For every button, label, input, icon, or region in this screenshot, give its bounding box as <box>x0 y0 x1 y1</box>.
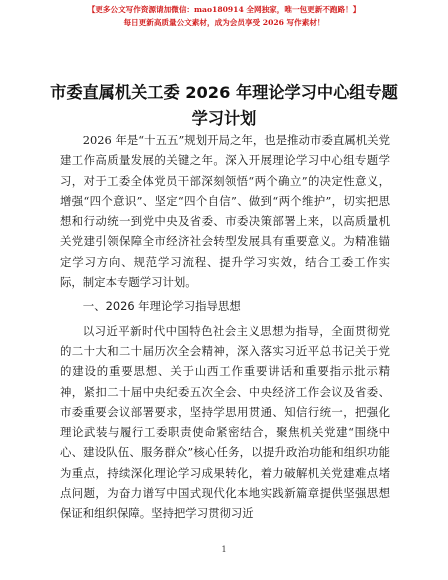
promo-banner <box>0 3 448 29</box>
promo-line-2: 每日更新高质量公文素材，成为会员享受 2026 写作素材！ <box>123 18 325 27</box>
promo-line-1: 【更多公文写作资源请加微信：mao180914 全网独家，唯一包更新不跑路！】 <box>87 5 361 14</box>
section-heading: 一、2026 年理论学习指导思想 <box>82 299 241 314</box>
document-title <box>40 80 408 132</box>
title-line-2: 学习计划 <box>191 109 257 128</box>
page-number: 1 <box>221 545 227 554</box>
title-line-1: 市委直属机关工委 2026 年理论学习中心组专题 <box>50 83 398 102</box>
intro-paragraph: 2026 年是“十五五”规划开局之年，也是推动市委直属机关党建工作高质量发展的关键之年。深入开展理论学习中心组专题学习，对于工委全体党员干部深刻领悟“两个确立”的决定性意义，增强“四个意识”、坚定“四个自信”、做到“两个维护”，切实把思想和行动统一到党中央及省委、市委决策部署上来，以高质量机关党建引领保障全市经济社会转型发展具有重要意义。为精准锚定学习方向、规范学习流程、提升学习实效，结合工委工作实际，制定本专题学习计划。 <box>60 133 390 290</box>
document-body <box>60 130 390 524</box>
section-paragraph: 以习近平新时代中国特色社会主义思想为指导，全面贯彻党的二十大和二十届历次全会精神，深入落实习近平总书记关于党的建设的重要思想、关于山西工作重要讲话和重要指示批示精神，紧扣二十届中央纪委五次全会、中央经济工作会议及省委、市委重要会议部署要求，坚持学思用贯通、知信行统一，把强化理论武装与履行工委职责使命紧密结合，聚焦机关党建“围绕中心、建设队伍、服务群众”核心任务，以提升政治功能和组织功能为重点，持续深化理论学习成果转化，着力破解机关党建难点堵点问题，为奋力谱写中国式现代化本地实践新篇章提供坚强思想保证和组织保障。坚持把学习贯彻习近 <box>60 323 390 521</box>
